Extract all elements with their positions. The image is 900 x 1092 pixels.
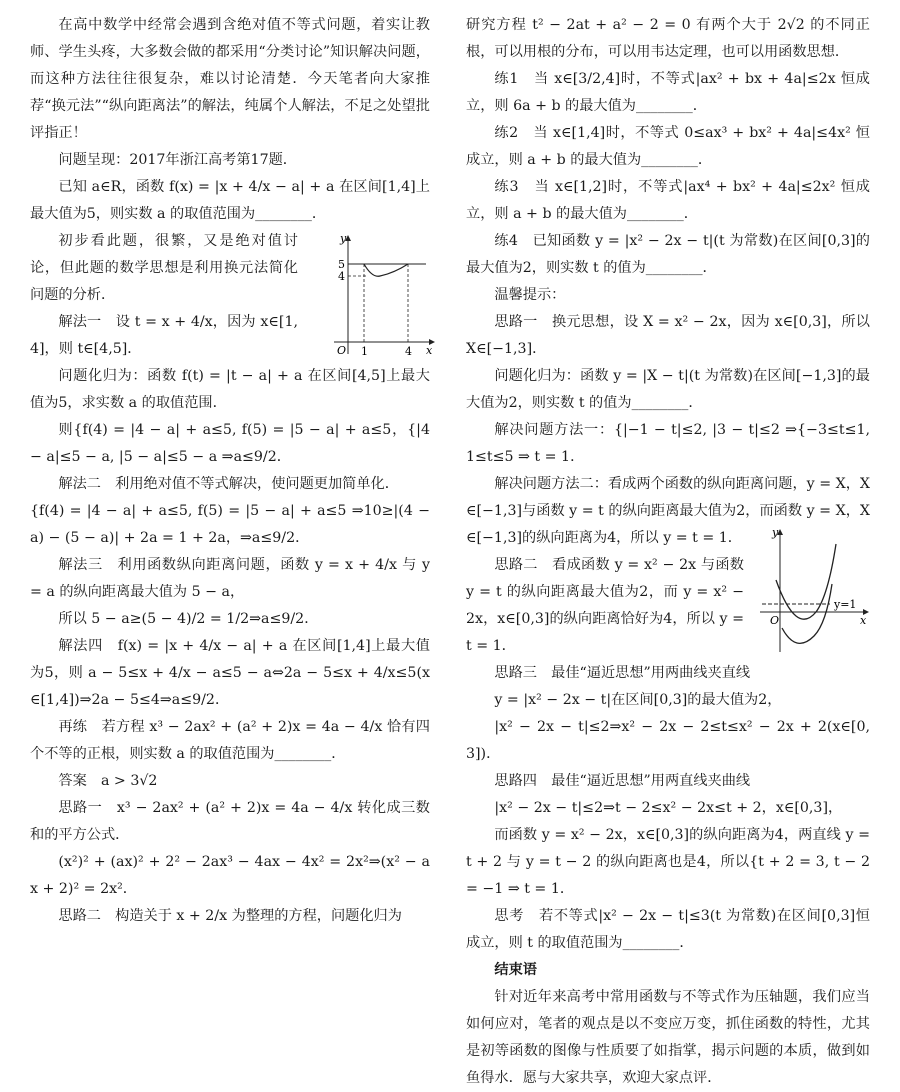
origin-label: O [337,344,347,357]
right-column [466,12,870,1092]
solution-1-system: 则{f(4) = |4 − a| + a≤5, f(5) = |5 − a| + a≤5，{|4 − a|≤5 − a, |5 − a|≤5 − a ⇒a≤9/2． [30,422,430,465]
intro-paragraph: 在高中数学中经常会遇到含绝对值不等式问题，着实让教师、学生头疼，大多数会做的都采用“分类讨论”知识解决问题，而这种方法往往很复杂，难以讨论清楚．今天笔者向大家推荐“换元法”“纵向距离法”的解法，纯属个人解法，不足之处望批评指正！ [30,17,430,141]
hint-title: 温馨提示： [494,287,566,303]
hint-idea-3: 思路三 最佳“逼近思想”用两曲线夹直线 [494,665,751,681]
tick-x-1: 1 [361,345,368,358]
exercise-4: 练4 已知函数 y = |x² − 2x − t|(t 为常数)在区间[0,3]的最大值为2，则实数 t 的值为________． [466,233,870,276]
solution-3: 解法三 利用函数纵向距离问题，函数 y = x + 4/x 与 y = a 的纵向距离最大值为 5 − a， [30,557,430,600]
tick-y-5: 5 [338,258,345,271]
method-2: 解决问题方法二：看成两个函数的纵向距离问题，y = X，X∈[−1,3]与函数 y = t 的纵向距离最大值为2，而函数 y = X，X∈[−1,3]的纵向距离为4，所以 y = t = 1． [466,476,870,546]
idea-1: 思路一 x³ − 2ax² + (a² + 2)x = 4a − 4/x 转化成三数和的平方公式． [30,800,430,843]
initial-analysis: 初步看此题，很繁，又是绝对值讨论，但此题的数学思想是利用换元法简化问题的分析． [30,233,298,303]
hint-idea-1: 思路一 换元思想，设 X = x² − 2x，因为 x∈[0,3]，所以 X∈[−1,3]． [466,314,870,357]
idea-2: 思路二 构造关于 x + 2/x 为整理的方程，问题化归为 [58,908,402,924]
solution-1: 解法一 设 t = x + 4/x，因为 x∈[1,4]，则 t∈[4,5]． [30,314,298,357]
hint-idea-4: 思路四 最佳“逼近思想”用两直线夹曲线 [494,773,751,789]
solution-3-result: 所以 5 − a≥(5 − 4)/2 = 1/2⇒a≤9/2． [58,611,319,627]
curve-x-plus-4-over-x [364,264,408,276]
idea-1-derivation: (x²)² + (ax)² + 2² − 2ax³ − 4ax − 4x² = 2x²⇒(x² − ax + 2)² = 2x²． [30,854,430,897]
x-axis-label: x [426,344,433,357]
exercise-1: 练1 当 x∈[3/2,4]时，不等式|ax² + bx + 4a|≤2x 恒成立，则 6a + b 的最大值为________． [466,71,870,114]
reflection: 思考 若不等式|x² − 2x − t|≤3(t 为常数)在区间[0,3]恒成立，则 t 的取值范围为________． [466,908,870,951]
problem-source: 问题呈现：2017年浙江高考第17题． [58,152,297,168]
tick-x-4: 4 [405,345,412,358]
problem-statement: 已知 a∈R，函数 f(x) = |x + 4/x − a| + a 在区间[1,4]上最大值为5，则实数 a 的取值范围为________． [30,179,430,222]
idea-3-line-2: |x² − 2x − t|≤2⇒x² − 2x − 2≤t≤x² − 2x + 2(x∈[0,3])． [466,719,870,762]
idea-4-line-1: |x² − 2x − t|≤2⇒t − 2≤x² − 2x≤t + 2，x∈[0,3]， [494,800,843,816]
hint-idea-2: 思路二 看成函数 y = x² − 2x 与函数 y = t 的纵向距离最大值为2，而 y = x² − 2x，x∈[0,3]的纵向距离恰好为4，所以 y = t = 1． [466,557,744,654]
x-axis-label: x [860,614,867,627]
exercise-3: 练3 当 x∈[1,2]时，不等式|ax⁴ + bx² + 4a|≤2x² 恒成立，则 a + b 的最大值为________． [466,179,870,222]
line-y-1-label: y=1 [834,598,857,611]
practice-again: 再练 若方程 x³ − 2ax² + (a² + 2)x = 4a − 4/x 恰有四个不等的正根，则实数 a 的取值范围为________． [30,719,430,762]
left-column [30,12,433,930]
solution-1-reduction: 问题化归为：函数 f(t) = |t − a| + a 在区间[4,5]上最大值为5，求实数 a 的取值范围． [30,368,430,411]
solution-4: 解法四 f(x) = |x + 4/x − a| + a 在区间[1,4]上最大值为5，则 a − 5≤x + 4/x − a≤5 − a⇔2a − 5≤x + 4/x≤5(x∈[1,4])⇒2a − 5≤4⇒a≤9/2． [30,638,430,708]
exercise-2: 练2 当 x∈[1,4]时，不等式 0≤ax³ + bx² + 4a|≤4x² 恒成立，则 a + b 的最大值为________． [466,125,870,168]
solution-2: 解法二 利用绝对值不等式解决，使问题更加简单化． [58,476,399,492]
conclusion-title: 结束语 [494,962,537,978]
idea-3-line-1: y = |x² − 2x − t|在区间[0,3]的最大值为2， [494,692,782,708]
method-1: 解决问题方法一：{|−1 − t|≤2, |3 − t|≤2 ⇒{−3≤t≤1, 1≤t≤5 ⇒ t = 1． [466,422,870,465]
y-axis-label: y [772,526,779,539]
graph-parabola [756,524,872,656]
tick-y-4: 4 [338,270,345,283]
origin-label: O [770,614,780,627]
solution-2-system: {f(4) = |4 − a| + a≤5, f(5) = |5 − a| + a≤5 ⇒10≥|(4 − a) − (5 − a)| + 2a = 1 + 2a，⇒a≤9/2． [30,503,430,546]
y-axis-label: y [340,232,347,245]
idea-2-continued: 研究方程 t² − 2at + a² − 2 = 0 有两个大于 2√2 的不同正根，可以用根的分布，可以用韦达定理，也可以用函数思想． [466,17,870,60]
idea-4-line-2: 而函数 y = x² − 2x，x∈[0,3]的纵向距离为4，两直线 y = t + 2 与 y = t − 2 的纵向距离也是4，所以{t + 2 = 3, t − 2 = −1 ⇒ t = 1． [466,827,870,897]
answer: 答案 a > 3√2 [58,773,158,789]
conclusion-text: 针对近年来高考中常用函数与不等式作为压轴题，我们应当如何应对，笔者的观点是以不变应万变，抓住函数的特性，尤其是初等函数的图像与性质要了如指掌，揭示问题的本质，做到如鱼得水．愿与大家共享，欢迎大家点评． [466,989,870,1086]
hint-reduction: 问题化归为：函数 y = |X − t|(t 为常数)在区间[−1,3]的最大值为2，则实数 t 的值为________． [466,368,870,411]
graph-x-plus-4-over-x [328,230,438,360]
